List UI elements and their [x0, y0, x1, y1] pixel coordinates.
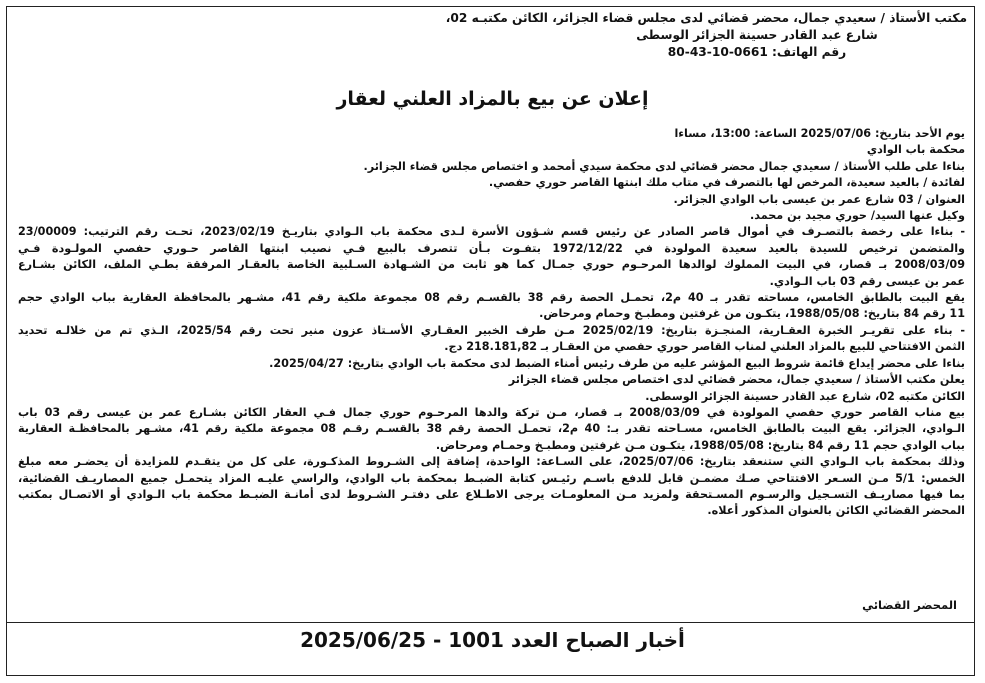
body-line: الثمن الافتتاحي للبيع بالمزاد العلني لمناب القاصر حوري حفصي من العقـار بـ 218.181,82 دج.	[444, 340, 965, 354]
newspaper-footer: أخبار الصباح العدد 1001 - 2025/06/25	[300, 628, 685, 652]
announcement-body	[18, 126, 965, 520]
body-line: الكائن مكتبه 02، شارع عبد القادر حسينة الجزائر الوسطى.	[645, 389, 965, 403]
body-line: المحضر القضائي الكائن بالعنوان المذكور أعلاه.	[707, 504, 965, 518]
body-line: 11 رقم 84 بتاريخ: 1988/05/08، يتكـون من غرفتين ومطبـخ وحمام ومرحاض.	[539, 307, 965, 321]
body-line: لفائدة / بالعيد سعيدة، المرخص لها بالتصرف في متاب ملك ابنتها القاصر حوري حفصي.	[488, 176, 965, 190]
body-line: وذلك بمحكمة باب الـوادي التي ستنعقد بتاريخ: 2025/07/06، على السـاعة: الواحدة، إضافة إلى الشـروط المذكـورة، على كل من يتقـدم للمزايدة أن يحضـر معه مبلغ	[18, 455, 965, 469]
office-header	[445, 10, 967, 61]
body-line: يوم الأحد بتاريخ: 2025/07/06 الساعة: 13:00، مساءا	[674, 127, 965, 140]
body-line: العنوان / 03 شارع عمر بن عيسى باب الوادي الجزائر.	[673, 192, 965, 206]
body-line: بناءا على طلب الأستاذ / سعيدي جمال محضر قضائي لدى محكمة سيدي أمحمد و اختصاص مجلس قضاء الجزائر.	[363, 159, 965, 173]
body-line: والمتضمن ترخيص للسيدة بالعيد سعيدة المولودة في 1972/12/22 بتفـوت بـأن تتصرف بالبيع فـي نصيب ابنتها القاصر حـوري حفصي المولـودة فـي	[18, 241, 965, 255]
body-line: محكمة باب الوادي	[866, 143, 965, 157]
footer-divider	[6, 622, 975, 623]
body-line: بيع مناب القاصر حوري حفصي المولودة في 2008/03/09 بـ قصار، مـن تركة والدها المرحـوم حوري جمال فـي العقار الكائن بشـارع عمر بن عيسى رقم 03 باب	[18, 405, 965, 419]
body-line: عمر بن عيسى رقم 03 باب الـوادي.	[769, 274, 965, 288]
header-address-line: شارع عبد القادر حسينة الجزائر الوسطى	[636, 28, 878, 42]
body-line: بباب الوادي حجم 11 رقم 84 بتاريخ: 1988/05/08، يتكـون مـن غرفتين ومطبـخ وحمـام ومرحاض.	[435, 438, 965, 452]
header-office-line: مكتب الأستاذ / سعيدي جمال، محضر قضائي لدى مجلس قضاء الجزائر، الكائن مكتبـه 02،	[445, 11, 967, 25]
body-line: بناءا على محضر إيداع قائمة شروط البيع المؤشر عليه من طرف رئيس أمناء الضبط لدى محكمة باب الوادي بتاريخ: 2025/04/27.	[269, 356, 965, 370]
header-phone-line: رقم الهاتف: 0661-10-43-80	[667, 45, 847, 59]
announcement-title: إعلان عن بيع بالمزاد العلني لعقار	[336, 88, 649, 110]
body-line: بما فيها مصاريـف التسـجيل والرسـوم المسـتحقة ولمزيد مـن المعلومـات يرجى الاطـلاع على دفتـر الشـروط لدى أمانـة الضبـط محكمة باب الـوادي أو الاتصـال بمكتب	[18, 487, 965, 501]
body-line: يقع البيت بالطابق الخامس، مساحته تقدر بـ 40 م2، تحمـل الحصة رقم 38 بالقسـم رقم 08 مجموعة ملكية رقم 41، مشـهر بالمحافظة العقارية بباب الوادي حجم	[18, 291, 965, 305]
body-line: الـوادي، الجزائر. يقع البيت بالطابق الخامس، مسـاحته تقدر بـ: 40 م2، تحمـل الحصة رقم 38 بالقسـم رقـم 08 مجموعة ملكية رقم 41، مشـهر بالمحافظـة العقارية	[18, 422, 965, 436]
body-line: يعلن مكتب الأستاذ / سعيدي جمال، محضر قضائي لدى اختصاص مجلس قضاء الجزائر	[508, 373, 965, 387]
body-line: - بناءا على رخصة بالتصـرف في أموال قاصر الصادر عن رئيس قسم شـؤون الأسرة لـدى محكمة باب الـوادي بتاريـخ 2023/02/19، تحـت رقم الترتيب: 23/00009	[18, 225, 965, 239]
body-line: - بناء على تقريـر الخبرة العقـارية، المنجـزة بتاريخ: 2025/02/19 مـن طرف الخبير العقـاري الأسـتاذ عزون منير تحت رقم 2025/54، الـذي تم من خلالـه تحديد	[18, 323, 965, 337]
body-line: وكيل عنها السيد/ حوري مجيد بن محمد.	[750, 209, 965, 223]
body-line: 2008/03/09 بـ قصار، في البيت المملوك لوالدها المرحـوم حوري جمـال كما هو ثابت من الشـهادة السـلبية الخاصة بالعقـار المرفقة بطـي الملف، الكائن بشـارع	[18, 258, 965, 272]
body-line: الخمس: 5/1 مـن السـعر الافتتاحي صـك مضمـن قابل للدفع باسـم رئيـس كتابة الضبـط بمحكمة باب الوادي، والراسي عليـه المزاد يتحمـل جميع المصاريـف القضائية،	[18, 471, 965, 485]
bailiff-signature-label: المحضر القضائي	[862, 598, 957, 612]
